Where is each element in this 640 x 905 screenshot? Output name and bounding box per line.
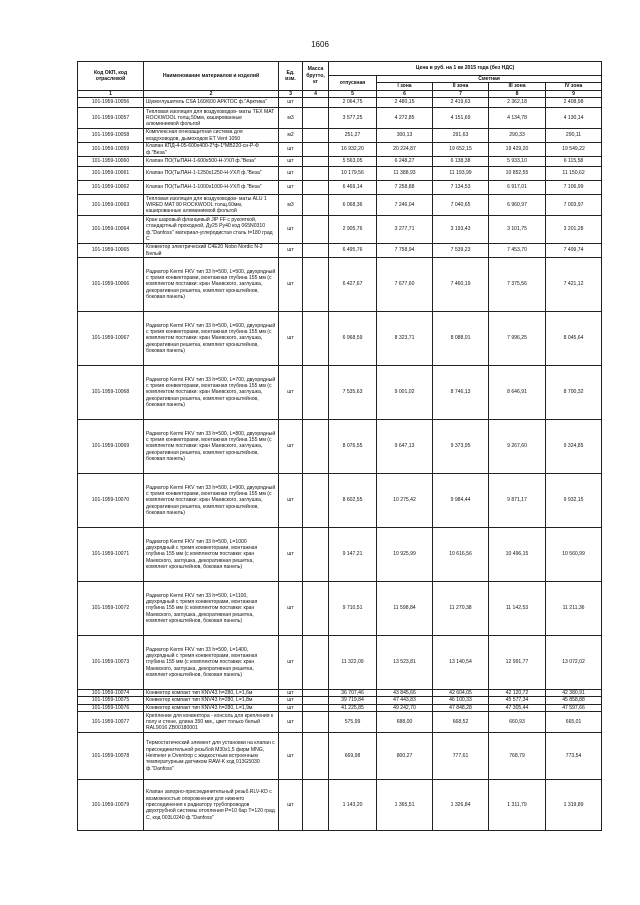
price-zone-3: 10 852,55 (489, 167, 546, 181)
price-zone-2: 777,61 (433, 733, 489, 780)
item-name: Радиатор Kermi FKV тип 33 h=500, L=900, двухрядный с тремя конвекторами, монтажная глубина 155 мм (с комплектом поставки: кран Маевского, заглушка, декоративная решетка, комплект кронштейнов, боковая панель) (144, 474, 279, 528)
item-name: Клапан ПО(ТыПАН-1-1000х1000-Н-УХЛ ф."Веза" (144, 181, 279, 195)
table-row (78, 195, 602, 216)
item-mass (303, 258, 329, 312)
price-otpusk: 2 905,76 (329, 216, 377, 244)
item-unit: шт (279, 636, 303, 690)
price-otpusk: 11 322,09 (329, 636, 377, 690)
price-zone-1: 800,27 (377, 733, 433, 780)
price-zone-1: 49 242,70 (377, 704, 433, 711)
item-name: Радиатор Kermi FKV тип 33 h=500, L=1000 двухрядный с тремя конвекторами, монтажная глубина 155 мм (с комплектом поставки: кран Маевского, заглушка, декоративная решетка, комплект кронштейнов, боковая панель) (144, 528, 279, 582)
table-row (78, 733, 602, 780)
item-unit: шт (279, 704, 303, 711)
item-name: Конвектор электрический C4E20 Nobo Nordic N-2 Белый (144, 244, 279, 258)
price-zone-4: 11 211,36 (546, 582, 602, 636)
item-name: Клапан запорно-присоединительный резьб.RLV-KD с возможностью опорожнения для нижнего присоединения к радиатору трубопроводов двухтрубной системы отопления Р=10 бар Т=120 град С, код 003L0240 ф."Danfoss" (144, 780, 279, 831)
price-zone-4: 10 560,99 (546, 528, 602, 582)
price-zone-3: 19 429,20 (489, 143, 546, 157)
item-code: 101-1959-10069 (78, 420, 144, 474)
item-code: 101-1959-10064 (78, 216, 144, 244)
header-smetnaya: Сметная (377, 76, 602, 83)
header-unit: Ед. изм. (279, 62, 303, 91)
price-otpusk: 9 710,51 (329, 582, 377, 636)
item-name: Тепловая изоляция для воздуховодов- маты TEX MAT ROCKWOOL толщ.50мм, кашированные алюминиевой фольгой (144, 108, 279, 129)
item-mass (303, 143, 329, 157)
price-zone-2: 3 193,43 (433, 216, 489, 244)
table-row (78, 244, 602, 258)
item-mass (303, 733, 329, 780)
price-zone-4: 7 003,97 (546, 195, 602, 216)
price-zone-1: 1 365,51 (377, 780, 433, 831)
price-zone-2: 9 984,44 (433, 474, 489, 528)
price-zone-2: 7 539,23 (433, 244, 489, 258)
table-row (78, 143, 602, 157)
price-zone-3: 7 375,56 (489, 258, 546, 312)
price-zone-3: 11 142,53 (489, 582, 546, 636)
item-mass (303, 704, 329, 711)
item-name: Радиатор Kermi FKV тип 33 h=500, L=1100, двухрядный с тремя конвекторами, монтажная глубина 155 мм (с комплектом поставки: кран Маевского, заглушка, декоративная решетка, комплект кронштейнов, боковая панель) (144, 582, 279, 636)
column-number: 5 (329, 90, 377, 97)
price-otpusk: 10 179,56 (329, 167, 377, 181)
price-zone-4: 8 045,64 (546, 312, 602, 366)
price-zone-4: 6 115,58 (546, 157, 602, 167)
price-zone-2: 1 326,84 (433, 780, 489, 831)
price-zone-4: 7 499,74 (546, 244, 602, 258)
price-zone-2: 7 134,53 (433, 181, 489, 195)
price-zone-3: 8 646,91 (489, 366, 546, 420)
price-otpusk: 3 577,25 (329, 108, 377, 129)
column-number: 4 (303, 90, 329, 97)
price-zone-4: 3 201,28 (546, 216, 602, 244)
price-zone-3: 47 305,44 (489, 704, 546, 711)
item-code: 101-1959-10066 (78, 258, 144, 312)
item-unit: шт (279, 216, 303, 244)
price-zone-3: 3 101,75 (489, 216, 546, 244)
column-number-row (78, 90, 602, 97)
price-zone-4: 773,54 (546, 733, 602, 780)
item-mass (303, 129, 329, 143)
item-name: Шумоглушитель CSA 160/600 АРКТОС ф."Арктика" (144, 98, 279, 108)
item-mass (303, 312, 329, 366)
price-zone-3: 42 120,72 (489, 690, 546, 697)
price-zone-4: 45 858,88 (546, 697, 602, 704)
price-zone-1: 10 275,42 (377, 474, 433, 528)
price-table (77, 61, 602, 831)
table-row (78, 712, 602, 733)
price-otpusk: 1 143,20 (329, 780, 377, 831)
item-name: Конвектор компакт тип KNV43 h=280, L=1,8м (144, 697, 279, 704)
table-row (78, 167, 602, 181)
price-otpusk: 6 968,59 (329, 312, 377, 366)
price-zone-3: 7 453,70 (489, 244, 546, 258)
item-unit: шт (279, 157, 303, 167)
item-code: 101-1959-10078 (78, 733, 144, 780)
price-zone-4: 11 150,62 (546, 167, 602, 181)
price-zone-4: 7 106,99 (546, 181, 602, 195)
item-unit: шт (279, 181, 303, 195)
item-name: Радиатор Kermi FKV тип 33 h=500, L=600, двухрядный с тремя конвекторами, монтажная глубина 155 мм (с комплектом поставки: кран Маевского, заглушка, декоративная решетка, комплект кронштейнов, боковая панель) (144, 312, 279, 366)
column-number: 9 (546, 90, 602, 97)
price-zone-3: 12 991,77 (489, 636, 546, 690)
price-zone-3: 10 496,15 (489, 528, 546, 582)
price-zone-3: 7 996,25 (489, 312, 546, 366)
price-zone-2: 10 616,56 (433, 528, 489, 582)
table-row (78, 157, 602, 167)
price-zone-4: 7 421,12 (546, 258, 602, 312)
price-zone-2: 47 848,28 (433, 704, 489, 711)
price-zone-2: 291,63 (433, 129, 489, 143)
header-row-1 (78, 62, 602, 76)
header-name: Наименование материалов и изделий (144, 62, 279, 91)
price-otpusk: 8 076,55 (329, 420, 377, 474)
table-row (78, 690, 602, 697)
price-zone-2: 46 100,33 (433, 697, 489, 704)
price-zone-4: 9 932,15 (546, 474, 602, 528)
item-code: 101-1959-10065 (78, 244, 144, 258)
price-zone-4: 42 380,91 (546, 690, 602, 697)
price-otpusk: 6 469,14 (329, 181, 377, 195)
table-row (78, 474, 602, 528)
price-zone-2: 42 604,05 (433, 690, 489, 697)
price-zone-1: 7 758,94 (377, 244, 433, 258)
item-mass (303, 181, 329, 195)
price-zone-1: 13 523,81 (377, 636, 433, 690)
item-code: 101-1959-10056 (78, 98, 144, 108)
price-otpusk: 16 932,20 (329, 143, 377, 157)
item-mass (303, 697, 329, 704)
price-zone-3: 9 267,60 (489, 420, 546, 474)
price-zone-2: 7 040,65 (433, 195, 489, 216)
price-zone-2: 8 088,01 (433, 312, 489, 366)
price-zone-1: 688,00 (377, 712, 433, 733)
header-zone-2: II зона (433, 83, 489, 90)
price-zone-3: 660,93 (489, 712, 546, 733)
item-mass (303, 474, 329, 528)
item-unit: шт (279, 780, 303, 831)
header-mass: Масса брутто, кг (303, 62, 329, 91)
price-zone-2: 668,52 (433, 712, 489, 733)
price-otpusk: 9 147,21 (329, 528, 377, 582)
item-name: Клапан ПО(ТыПАН-1-600х500-Н-УХЛ ф."Веза" (144, 157, 279, 167)
table-row (78, 181, 602, 195)
price-zone-3: 290,33 (489, 129, 546, 143)
price-zone-1: 4 272,85 (377, 108, 433, 129)
item-unit: шт (279, 244, 303, 258)
item-unit: шт (279, 312, 303, 366)
item-name: Радиатор Kermi FKV тип 33 h=500, L=700, двухрядный с тремя конвекторами, монтажная глубина 155 мм (с комплектом поставки: кран Маевского, заглушка, декоративная решетка, комплект кронштейнов, боковая панель) (144, 366, 279, 420)
price-zone-4: 290,11 (546, 129, 602, 143)
item-mass (303, 582, 329, 636)
table-row (78, 108, 602, 129)
item-mass (303, 98, 329, 108)
price-zone-4: 9 324,85 (546, 420, 602, 474)
price-zone-1: 7 677,60 (377, 258, 433, 312)
item-name: Тепловая изоляция для воздуховодов- маты ALU 1 WIRED MAT 80 ROCKWOOL толщ.60мм, кашированные алюминиевой фольгой (144, 195, 279, 216)
item-name: Радиатор Kermi FKV тип 33 h=500, L=800, двухрядный с тремя конвекторами, монтажная глубина 155 мм (с комплектом поставки: кран Маевского, заглушка, декоративная решетка, комплект кронштейнов, боковая панель) (144, 420, 279, 474)
price-otpusk: 251,27 (329, 129, 377, 143)
item-unit: шт (279, 690, 303, 697)
price-zone-1: 2 480,15 (377, 98, 433, 108)
price-zone-1: 47 443,83 (377, 697, 433, 704)
item-code: 101-1959-10058 (78, 129, 144, 143)
item-mass (303, 420, 329, 474)
price-otpusk: 6 495,76 (329, 244, 377, 258)
table-body (78, 98, 602, 831)
item-mass (303, 366, 329, 420)
table-row (78, 366, 602, 420)
price-zone-3: 4 134,78 (489, 108, 546, 129)
price-zone-2: 13 140,54 (433, 636, 489, 690)
price-zone-1: 6 248,27 (377, 157, 433, 167)
item-mass (303, 780, 329, 831)
price-otpusk: 8 602,55 (329, 474, 377, 528)
price-zone-1: 3 277,71 (377, 216, 433, 244)
item-mass (303, 636, 329, 690)
price-zone-2: 7 460,19 (433, 258, 489, 312)
price-zone-3: 45 577,34 (489, 697, 546, 704)
price-otpusk: 6 427,67 (329, 258, 377, 312)
item-mass (303, 216, 329, 244)
table-row (78, 129, 602, 143)
item-unit: шт (279, 258, 303, 312)
item-unit: шт (279, 98, 303, 108)
price-otpusk: 5 563,05 (329, 157, 377, 167)
price-zone-2: 6 138,38 (433, 157, 489, 167)
table-row (78, 780, 602, 831)
item-unit: м3 (279, 108, 303, 129)
item-unit: шт (279, 143, 303, 157)
page-number: 1606 (311, 40, 329, 49)
price-zone-4: 665,01 (546, 712, 602, 733)
header-otpusk: отпускная (329, 76, 377, 91)
price-otpusk: 7 535,63 (329, 366, 377, 420)
header-zone-4: IV зона (546, 83, 602, 90)
item-name: Конвектор компакт тип KNV43 h=280, L=1,6м (144, 690, 279, 697)
table-row (78, 528, 602, 582)
price-zone-2: 11 193,99 (433, 167, 489, 181)
item-code: 101-1959-10060 (78, 157, 144, 167)
item-unit: шт (279, 167, 303, 181)
price-otpusk: 2 064,75 (329, 98, 377, 108)
price-otpusk: 669,98 (329, 733, 377, 780)
column-number: 6 (377, 90, 433, 97)
price-zone-2: 2 419,63 (433, 98, 489, 108)
item-mass (303, 712, 329, 733)
item-unit: шт (279, 420, 303, 474)
item-name: Клапан КПД-4-05-600х400-2*ф-1*МВ220-сн-Р-Ф ф."Веза" (144, 143, 279, 157)
item-mass (303, 690, 329, 697)
item-code: 101-1959-10071 (78, 528, 144, 582)
price-zone-1: 9 001,02 (377, 366, 433, 420)
item-name: Комплексная огнезащитная система для воздуховодов, дымоходов ET Vent 1050 (144, 129, 279, 143)
price-otpusk: 575,99 (329, 712, 377, 733)
item-name: Радиатор Kermi FKV тип 33 h=500, L=1400, двухрядный с тремя конвекторами, монтажная глубина 155 мм (с комплектом поставки: кран Маевского, заглушка, декоративная решетка, комплект кронштейнов, боковая панель) (144, 636, 279, 690)
price-zone-4: 2 408,98 (546, 98, 602, 108)
header-code: Код ОКП, код отраслевой (78, 62, 144, 91)
table-row (78, 258, 602, 312)
price-zone-1: 20 224,87 (377, 143, 433, 157)
price-zone-3: 768,79 (489, 733, 546, 780)
price-zone-1: 9 647,13 (377, 420, 433, 474)
item-name: Конвектор компакт тип KNV43 h=280, L=1,9м (144, 704, 279, 711)
price-zone-4: 47 597,66 (546, 704, 602, 711)
price-zone-1: 10 925,99 (377, 528, 433, 582)
item-code: 101-1959-10057 (78, 108, 144, 129)
price-otpusk: 41 225,85 (329, 704, 377, 711)
item-code: 101-1959-10070 (78, 474, 144, 528)
column-number: 3 (279, 90, 303, 97)
price-otpusk: 39 719,84 (329, 697, 377, 704)
item-code: 101-1959-10068 (78, 366, 144, 420)
table-row (78, 216, 602, 244)
item-code: 101-1959-10063 (78, 195, 144, 216)
item-unit: шт (279, 582, 303, 636)
item-code: 101-1959-10075 (78, 697, 144, 704)
item-unit: шт (279, 474, 303, 528)
price-zone-1: 43 845,66 (377, 690, 433, 697)
item-code: 101-1959-10062 (78, 181, 144, 195)
item-unit: м2 (279, 129, 303, 143)
price-zone-2: 8 746,13 (433, 366, 489, 420)
price-zone-4: 13 072,02 (546, 636, 602, 690)
header-zone-3: III зона (489, 83, 546, 90)
item-code: 101-1959-10079 (78, 780, 144, 831)
price-zone-4: 1 319,89 (546, 780, 602, 831)
item-mass (303, 244, 329, 258)
price-zone-1: 7 258,88 (377, 181, 433, 195)
item-unit: м3 (279, 195, 303, 216)
item-unit: шт (279, 712, 303, 733)
price-zone-1: 300,13 (377, 129, 433, 143)
price-otpusk: 6 068,36 (329, 195, 377, 216)
item-name: Крепление для конвектора - консоль для крепления к полу и стене, длина 350 мм., цвет только белый RAL9016 ZB00180001 (144, 712, 279, 733)
column-number: 1 (78, 90, 144, 97)
price-zone-3: 6 917,01 (489, 181, 546, 195)
item-mass (303, 108, 329, 129)
item-code: 101-1959-10074 (78, 690, 144, 697)
table-row (78, 420, 602, 474)
item-name: Кран шаровый фланцевый JIP FF с рукояткой, стандартный проходной, Ду25 Ру40 код 065N0310 ф."Danfoss" материал-углеродистая сталь t=180 град С (144, 216, 279, 244)
table-row (78, 582, 602, 636)
price-zone-3: 9 871,17 (489, 474, 546, 528)
price-zone-1: 11 388,93 (377, 167, 433, 181)
item-mass (303, 157, 329, 167)
price-zone-3: 5 933,10 (489, 157, 546, 167)
price-zone-4: 8 700,32 (546, 366, 602, 420)
price-zone-3: 6 960,97 (489, 195, 546, 216)
table-row (78, 636, 602, 690)
price-zone-2: 11 270,38 (433, 582, 489, 636)
item-unit: шт (279, 366, 303, 420)
price-zone-3: 2 362,18 (489, 98, 546, 108)
price-zone-2: 4 151,69 (433, 108, 489, 129)
table-row (78, 98, 602, 108)
price-zone-2: 9 373,95 (433, 420, 489, 474)
item-unit: шт (279, 528, 303, 582)
header-zone-1: I зона (377, 83, 433, 90)
header-price: Цена в руб. на 1 кв 2015 года (без НДС) (329, 62, 602, 76)
item-unit: шт (279, 697, 303, 704)
item-code: 101-1959-10073 (78, 636, 144, 690)
item-unit: шт (279, 733, 303, 780)
table-row (78, 697, 602, 704)
item-name: Клапан ПО(ТыПАН-1-1250х1250-Н-УХЛ ф."Веза" (144, 167, 279, 181)
column-number: 8 (489, 90, 546, 97)
price-zone-2: 19 652,15 (433, 143, 489, 157)
item-code: 101-1959-10059 (78, 143, 144, 157)
price-zone-4: 4 130,14 (546, 108, 602, 129)
item-mass (303, 528, 329, 582)
table-row (78, 704, 602, 711)
column-number: 2 (144, 90, 279, 97)
item-name: Термостатический элемент для установки на клапан с присоединительной резьбой М30х1,5 фирм MNG, Heimeier и Oventrop с жидкостным встроенным температурным датчиком RAW-K код 013G5030 ф."Danfoss" (144, 733, 279, 780)
item-code: 101-1959-10067 (78, 312, 144, 366)
table-row (78, 312, 602, 366)
item-code: 101-1959-10076 (78, 704, 144, 711)
column-number: 7 (433, 90, 489, 97)
item-mass (303, 195, 329, 216)
price-zone-4: 19 549,22 (546, 143, 602, 157)
price-zone-3: 1 311,79 (489, 780, 546, 831)
item-code: 101-1959-10072 (78, 582, 144, 636)
item-code: 101-1959-10077 (78, 712, 144, 733)
item-name: Радиатор Kermi FKV тип 33 h=500, L=500, двухрядный с тремя конвекторами, монтажная глубина 155 мм (с комплектом поставки: кран Маевского, заглушка, декоративная решетка, комплект кронштейнов, боковая панель) (144, 258, 279, 312)
item-mass (303, 167, 329, 181)
price-otpusk: 36 707,46 (329, 690, 377, 697)
price-zone-1: 8 323,71 (377, 312, 433, 366)
item-code: 101-1959-10061 (78, 167, 144, 181)
price-zone-1: 7 246,04 (377, 195, 433, 216)
price-zone-1: 11 598,84 (377, 582, 433, 636)
